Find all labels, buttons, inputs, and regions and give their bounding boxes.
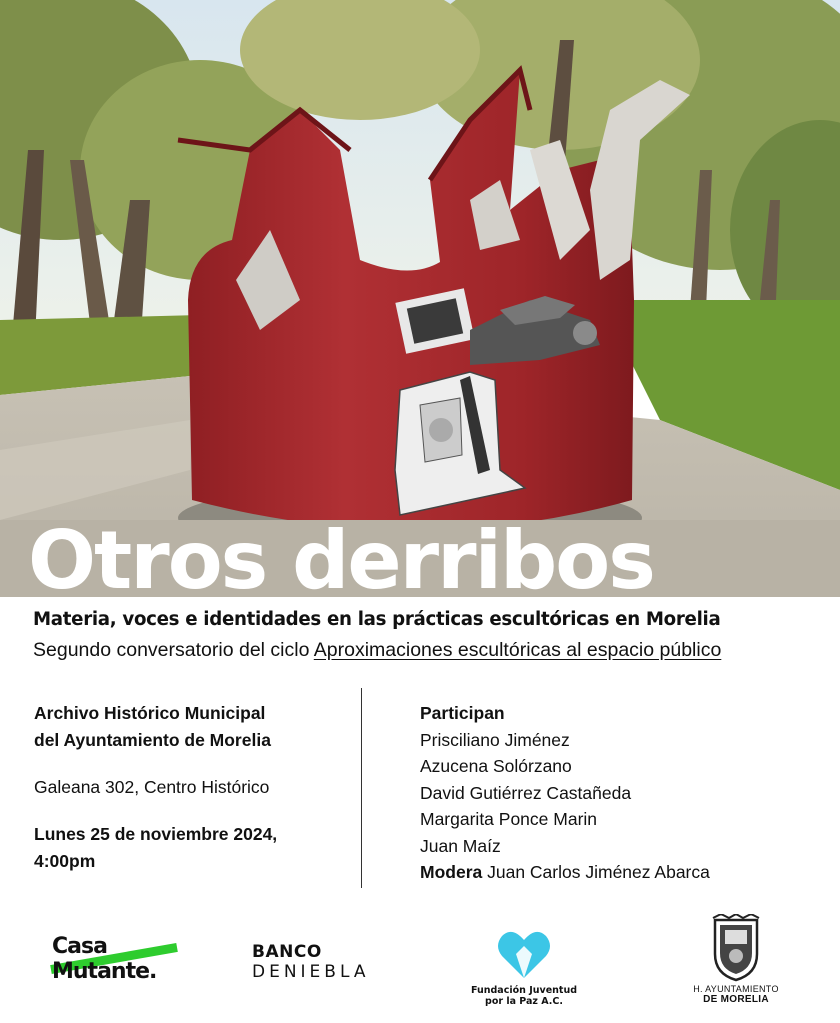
participant-name: Prisciliano Jiménez [420,729,570,750]
fundacion-line1: Fundación Juventud [470,985,578,996]
venue-name-line2: del Ayuntamiento de Morelia [34,730,271,750]
banco-de-niebla-logo [252,943,369,982]
fundacion-line2: por la Paz A.C. [485,996,563,1007]
ayuntamiento-line2: DE MORELIA [703,994,769,1005]
event-time: 4:00pm [34,851,96,871]
ayuntamiento-morelia-logo [688,914,784,1005]
participant-name: Juan Maíz [420,835,501,856]
heart-icon [496,928,552,982]
event-subtitle: Materia, voces e identidades en las prácticas escultóricas en Morelia [33,609,721,630]
banco-line2: DENIEBLA [252,962,370,982]
venue-address: Galeana 302, Centro Histórico [34,777,270,797]
banco-line1: BANCO [252,942,322,962]
column-divider [361,688,362,888]
moderator-line [420,859,820,886]
participant-name: Margarita Ponce Marin [420,809,598,829]
casa-mutante-line2: Mutante. [52,959,157,984]
series-prefix: Segundo conversatorio del ciclo [33,639,314,661]
fundacion-juventud-logo [468,928,580,1007]
moderator-name: Juan Carlos Jiménez Abarca [487,862,710,882]
venue-name-line1: Archivo Histórico Municipal [34,703,266,723]
participant-name: Azucena Solórzano [420,756,572,776]
participants-list [420,700,820,886]
series-name: Aproximaciones escultóricas al espacio público [313,639,722,661]
venue-details [34,700,334,875]
casa-mutante-line1: Casa [52,934,107,959]
coat-of-arms-icon [707,914,765,982]
series-line [33,639,721,662]
event-title: Otros derribos [28,521,654,597]
ayuntamiento-line1: H. AYUNTAMIENTO [693,984,779,994]
participants-heading: Participan [420,703,505,723]
participant-name: David Gutiérrez Castañeda [420,782,632,803]
moderator-label: Modera [420,862,483,882]
event-date: Lunes 25 de noviembre 2024, [34,824,278,844]
casa-mutante-logo [52,934,182,994]
